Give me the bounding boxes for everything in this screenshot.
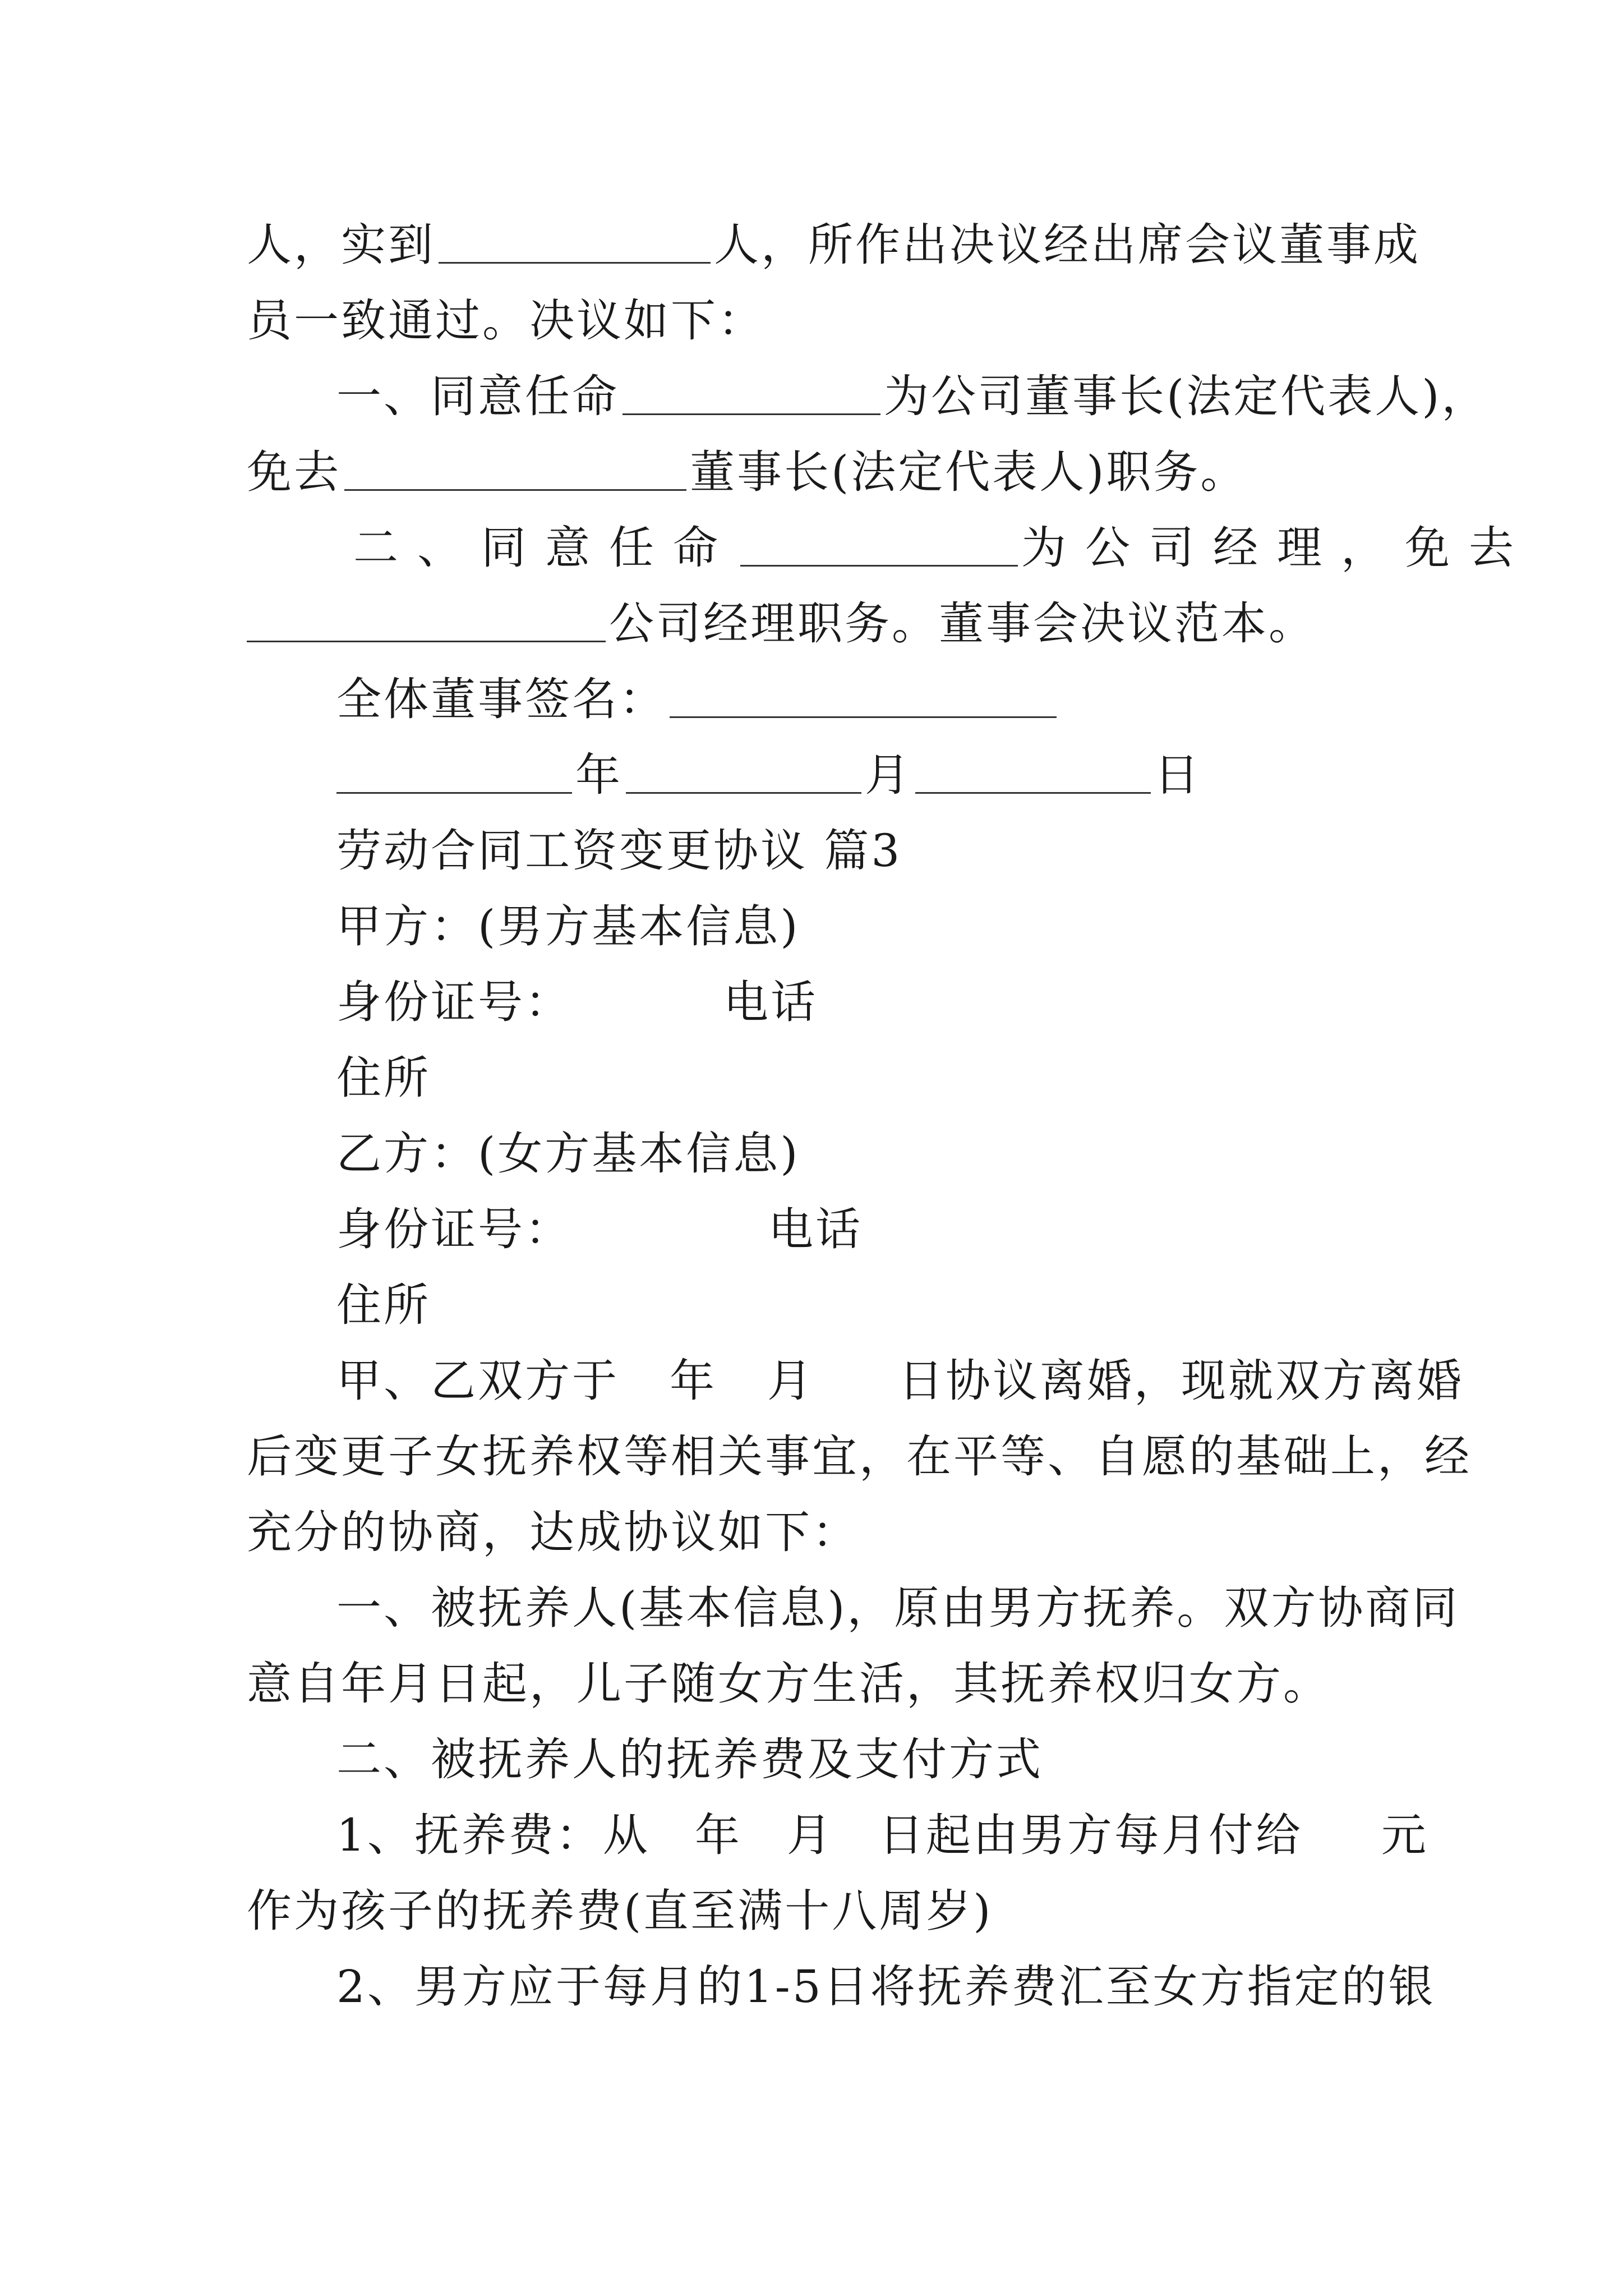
party-a-title: 甲方：(男方基本信息) [336,900,800,953]
month-label: 月 [767,1355,814,1407]
signature-label: 全体董事签名： [336,673,666,725]
fill-blank [740,530,1018,567]
day-label: 日 [1154,749,1201,801]
fill-blank [439,227,711,264]
month-label: 月 [786,1809,834,1861]
text-line-18: 充分的协商，达成协议如下： [247,1506,859,1558]
line-text: 人，所作出决议经出席会议董事成 [714,219,1421,271]
year-label: 年 [575,749,623,801]
year-label: 年 [694,1809,742,1861]
text-line-20: 意自年月日起，儿子随女方生活，其抚养权归女方。 [247,1658,1330,1710]
text-line-19: 一、被抚养人(基本信息)，原由男方抚养。双方协商同 [336,1582,1460,1634]
text-line-17: 后变更子女抚养权等相关事宜，在平等、自愿的基础上，经 [247,1430,1472,1483]
section-title: 劳动合同工资变更协议 篇3 [336,825,902,877]
line-text: 免去 [247,446,341,498]
line-text: 公司经理职务。董事会决议范本。 [609,597,1316,650]
month-label: 月 [865,749,912,801]
phone-label: 电话 [768,1203,863,1255]
fill-blank [623,379,880,415]
text-line-6 [247,597,1316,650]
text-line-21: 二、被抚养人的抚养费及支付方式 [336,1733,1043,1786]
line-text: 日协议离婚，现就双方离婚 [898,1355,1464,1407]
id-label: 身份证号： [336,976,572,1028]
party-b-address: 住所 [336,1279,431,1331]
text-line-23: 作为孩子的抚养费(直至满十八周岁) [247,1885,993,1937]
fill-blank [344,454,686,491]
fill-blank [247,606,606,642]
date-line [336,749,1201,801]
text-line-16 [336,1355,1464,1407]
day-blank [915,757,1151,794]
phone-label: 电话 [723,976,818,1028]
party-a-address: 住所 [336,1052,431,1104]
line-text: 甲、乙双方于 [336,1355,619,1407]
year-label: 年 [670,1355,717,1407]
text-line-3 [336,370,1489,422]
line-text: 日起由男方每月付给 [878,1809,1303,1861]
text-line-22 [336,1809,1428,1861]
signature-blank [670,682,1057,718]
text-line-5 [353,522,1533,574]
line-text: 董事长(法定代表人)职务。 [690,446,1248,498]
text-line-2: 员一致通过。决议如下： [247,295,765,347]
party-b-id-line [336,1203,863,1255]
line-text: 1、抚养费：从 [336,1809,650,1861]
currency-unit: 元 [1381,1809,1428,1861]
text-line-1 [247,219,1421,271]
signature-line [336,673,1060,725]
id-label: 身份证号： [336,1203,572,1255]
year-blank [336,757,572,794]
party-b-title: 乙方：(女方基本信息) [336,1128,800,1180]
text-line-4 [247,446,1248,498]
party-a-id-line [336,976,818,1028]
line-text: 二、同意任命 [353,522,737,574]
line-text: 一、同意任命 [336,370,619,422]
line-text: 为公司经理，免去 [1021,522,1533,574]
text-line-24: 2、男方应于每月的1-5日将抚养费汇至女方指定的银 [336,1961,1436,2013]
line-text: 为公司董事长(法定代表人)， [884,370,1489,422]
month-blank [626,757,861,794]
line-text: 人，实到 [247,219,435,271]
